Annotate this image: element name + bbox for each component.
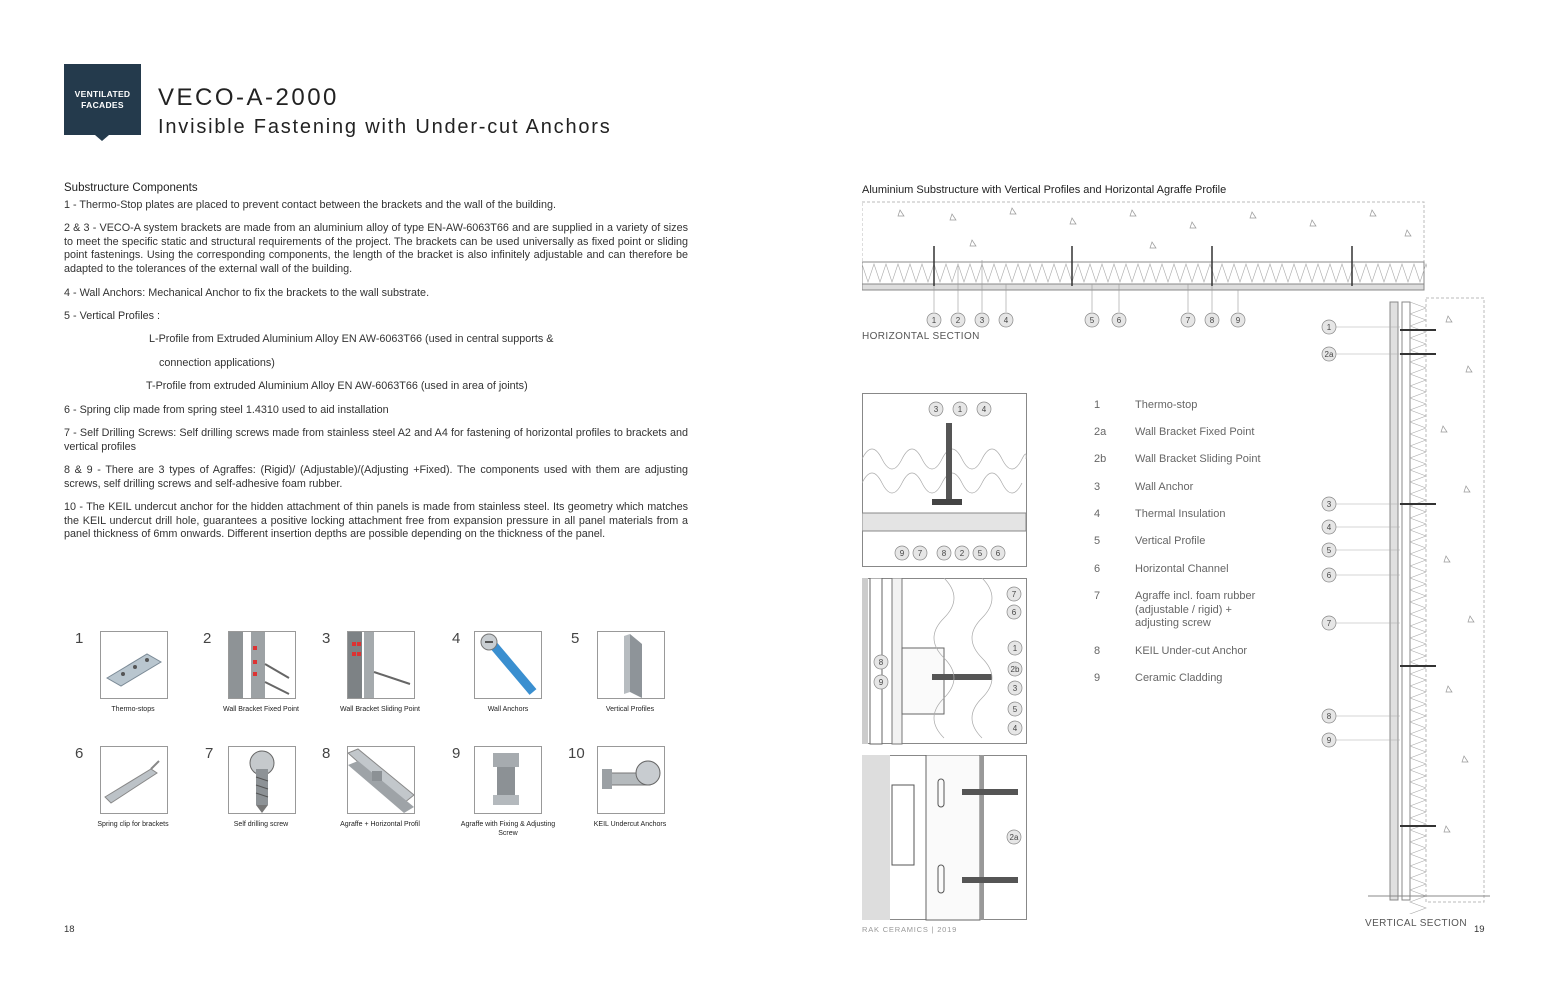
d1-callout: 3	[933, 405, 939, 414]
agraffe-fixing-screw-image	[474, 746, 542, 814]
d2-callout: 7	[1011, 590, 1017, 599]
d1-callout: 5	[977, 549, 983, 558]
badge-line-1: VENTILATED	[74, 88, 131, 99]
legend-number: 2b	[1094, 453, 1107, 465]
legend-number: 8	[1094, 645, 1101, 657]
component-caption: Wall Anchors	[487, 706, 529, 713]
paragraph-10: 10 - The KEIL undercut anchor for the hidden attachment of thin panels is made from stainless steel. Its geometry which matches the KEIL undercut drill hole, guarantees a positive locking attachment free from expansion pressure in all panel materials from a panel thickness of 6mm onwards. Different insertion depths are possible depending on the thickness of the panel.	[64, 501, 688, 541]
paragraph-5b: connection applications)	[159, 357, 275, 369]
v-callout: 2a	[1324, 350, 1334, 359]
component-number: 8	[322, 745, 331, 762]
paragraph-7: 7 - Self Drilling Screws: Self drilling screws made from stainless steel A2 and A4 for fastening of horizontal profiles to brackets and vertical profiles	[64, 427, 688, 453]
legend-label: Ceramic Cladding	[1135, 672, 1223, 684]
badge-line-2: FACADES	[81, 99, 124, 110]
wall-anchor-image	[474, 631, 542, 699]
thermo-stop-image	[100, 631, 168, 699]
page-number-right: 19	[1474, 924, 1485, 935]
legend-label: Thermal Insulation	[1135, 508, 1226, 520]
agraffe-horizontal-profile-image	[347, 746, 415, 814]
d1-callout: 2	[959, 549, 965, 558]
paragraph-6: 6 - Spring clip made from spring steel 1.4310 used to aid installation	[64, 404, 389, 416]
detail-drawing-3	[862, 755, 1028, 921]
d2-callout: 6	[1011, 608, 1017, 617]
component-number: 2	[203, 630, 212, 647]
h-callout: 7	[1185, 316, 1191, 325]
section-title: Substructure Components	[64, 182, 198, 194]
d1-callout: 8	[941, 549, 947, 558]
d2-callout: 8	[878, 658, 884, 667]
legend-label: Wall Bracket Fixed Point	[1135, 426, 1255, 438]
page-title: VECO-A-2000	[158, 84, 339, 111]
component-caption: Agraffe with Fixing & Adjusting Screw	[460, 821, 556, 837]
component-caption: KEIL Undercut Anchors	[593, 821, 667, 828]
d2-callout: 1	[1012, 644, 1018, 653]
diagram-heading: Aluminium Substructure with Vertical Profiles and Horizontal Agraffe Profile	[862, 184, 1227, 196]
wall-bracket-sliding-image	[347, 631, 415, 699]
paragraph-5a: L-Profile from Extruded Aluminium Alloy EN AW-6063T66 (used in central supports &	[149, 333, 554, 345]
legend-number: 3	[1094, 481, 1101, 493]
d2-callout: 2b	[1010, 665, 1020, 674]
paragraph-1: 1 - Thermo-Stop plates are placed to prevent contact between the brackets and the wall of the building.	[64, 199, 556, 211]
page-number-left: 18	[64, 924, 75, 935]
h-callout: 1	[931, 316, 937, 325]
legend-number: 1	[1094, 399, 1101, 411]
v-callout: 3	[1326, 500, 1332, 509]
wall-bracket-fixed-image	[228, 631, 296, 699]
h-callout: 9	[1235, 316, 1241, 325]
component-number: 9	[452, 745, 461, 762]
component-number: 6	[75, 745, 84, 762]
v-callout: 1	[1326, 323, 1332, 332]
category-badge	[64, 64, 141, 135]
component-caption: Spring clip for brackets	[97, 821, 169, 828]
h-callout: 2	[955, 316, 961, 325]
d2-callout: 4	[1012, 724, 1018, 733]
legend-label: Horizontal Channel	[1135, 563, 1229, 575]
component-caption: Self drilling screw	[233, 821, 289, 828]
legend-label: Thermo-stop	[1135, 399, 1198, 411]
legend-label: Wall Anchor	[1135, 481, 1194, 493]
vertical-section-label: VERTICAL SECTION	[1365, 918, 1467, 929]
paragraph-5c: T-Profile from extruded Aluminium Alloy EN AW-6063T66 (used in area of joints)	[146, 380, 528, 392]
v-callout: 7	[1326, 619, 1332, 628]
legend-label: Wall Bracket Sliding Point	[1135, 453, 1261, 465]
component-caption: Wall Bracket Sliding Point	[340, 706, 420, 713]
paragraph-5: 5 - Vertical Profiles :	[64, 310, 161, 322]
keil-undercut-anchor-image	[597, 746, 665, 814]
paragraph-8-9: 8 & 9 - There are 3 types of Agraffes: (Rigid)/ (Adjustable)/(Adjusting +Fixed). The components used with them are adjusting screws, self drilling screws and self-adhesive foam rubber.	[64, 464, 688, 490]
component-caption: Thermo-stops	[111, 706, 155, 713]
d1-callout: 6	[995, 549, 1001, 558]
component-number: 10	[568, 745, 585, 762]
v-callout: 8	[1326, 712, 1332, 721]
component-number: 3	[322, 630, 331, 647]
d2-callout: 9	[878, 678, 884, 687]
d1-callout: 9	[899, 549, 905, 558]
legend-label: Vertical Profile	[1135, 535, 1206, 547]
h-callout: 4	[1003, 316, 1009, 325]
legend-number: 6	[1094, 563, 1101, 575]
footer: RAK CERAMICS | 2019	[862, 925, 958, 934]
legend-number: 5	[1094, 535, 1101, 547]
component-caption: Vertical Profiles	[605, 706, 655, 713]
legend-number: 7	[1094, 590, 1101, 602]
vertical-section-drawing	[1318, 296, 1490, 914]
page-subtitle: Invisible Fastening with Under-cut Anchors	[158, 116, 612, 138]
legend-number: 2a	[1094, 426, 1107, 438]
d2-callout: 5	[1012, 705, 1018, 714]
d3-callout: 2a	[1009, 833, 1019, 842]
d1-callout: 4	[981, 405, 987, 414]
v-callout: 5	[1326, 546, 1332, 555]
component-caption: Wall Bracket Fixed Point	[223, 706, 299, 713]
component-number: 4	[452, 630, 461, 647]
h-callout: 3	[979, 316, 985, 325]
component-number: 5	[571, 630, 580, 647]
horizontal-section-label: HORIZONTAL SECTION	[862, 331, 980, 342]
paragraph-4: 4 - Wall Anchors: Mechanical Anchor to fix the brackets to the wall substrate.	[64, 287, 430, 299]
legend-number: 9	[1094, 672, 1101, 684]
h-callout: 5	[1089, 316, 1095, 325]
detail-drawing-2	[862, 578, 1028, 745]
detail-drawing-1	[862, 393, 1028, 568]
component-number: 1	[75, 630, 84, 647]
d1-callout: 1	[957, 405, 963, 414]
v-callout: 4	[1326, 523, 1332, 532]
v-callout: 9	[1326, 736, 1332, 745]
v-callout: 6	[1326, 571, 1332, 580]
legend-label: KEIL Under-cut Anchor	[1135, 645, 1248, 657]
vertical-profile-image	[597, 631, 665, 699]
d1-callout: 7	[917, 549, 923, 558]
component-caption: Agraffe + Horizontal Profil	[340, 821, 420, 828]
paragraph-2-3: 2 & 3 - VECO-A system brackets are made from an aluminium alloy of type EN-AW-6063T66 and are supplied in a variety of sizes to meet the specific static and structural requirements of the project. The brackets can be used universally as fixed point or sliding point fastenings. Using the corresponding components, the length of the bracket is also infinitely adjustable and can therefore be adapted to the tolerances of the external wall of the building.	[64, 222, 688, 275]
h-callout: 6	[1116, 316, 1122, 325]
legend-number: 4	[1094, 508, 1101, 520]
component-number: 7	[205, 745, 214, 762]
legend-label: Agraffe incl. foam rubber (adjustable / rigid) + adjusting screw	[1135, 590, 1256, 630]
d2-callout: 3	[1012, 684, 1018, 693]
self-drilling-screw-image	[228, 746, 296, 814]
h-callout: 8	[1209, 316, 1215, 325]
spring-clip-image	[100, 746, 168, 814]
